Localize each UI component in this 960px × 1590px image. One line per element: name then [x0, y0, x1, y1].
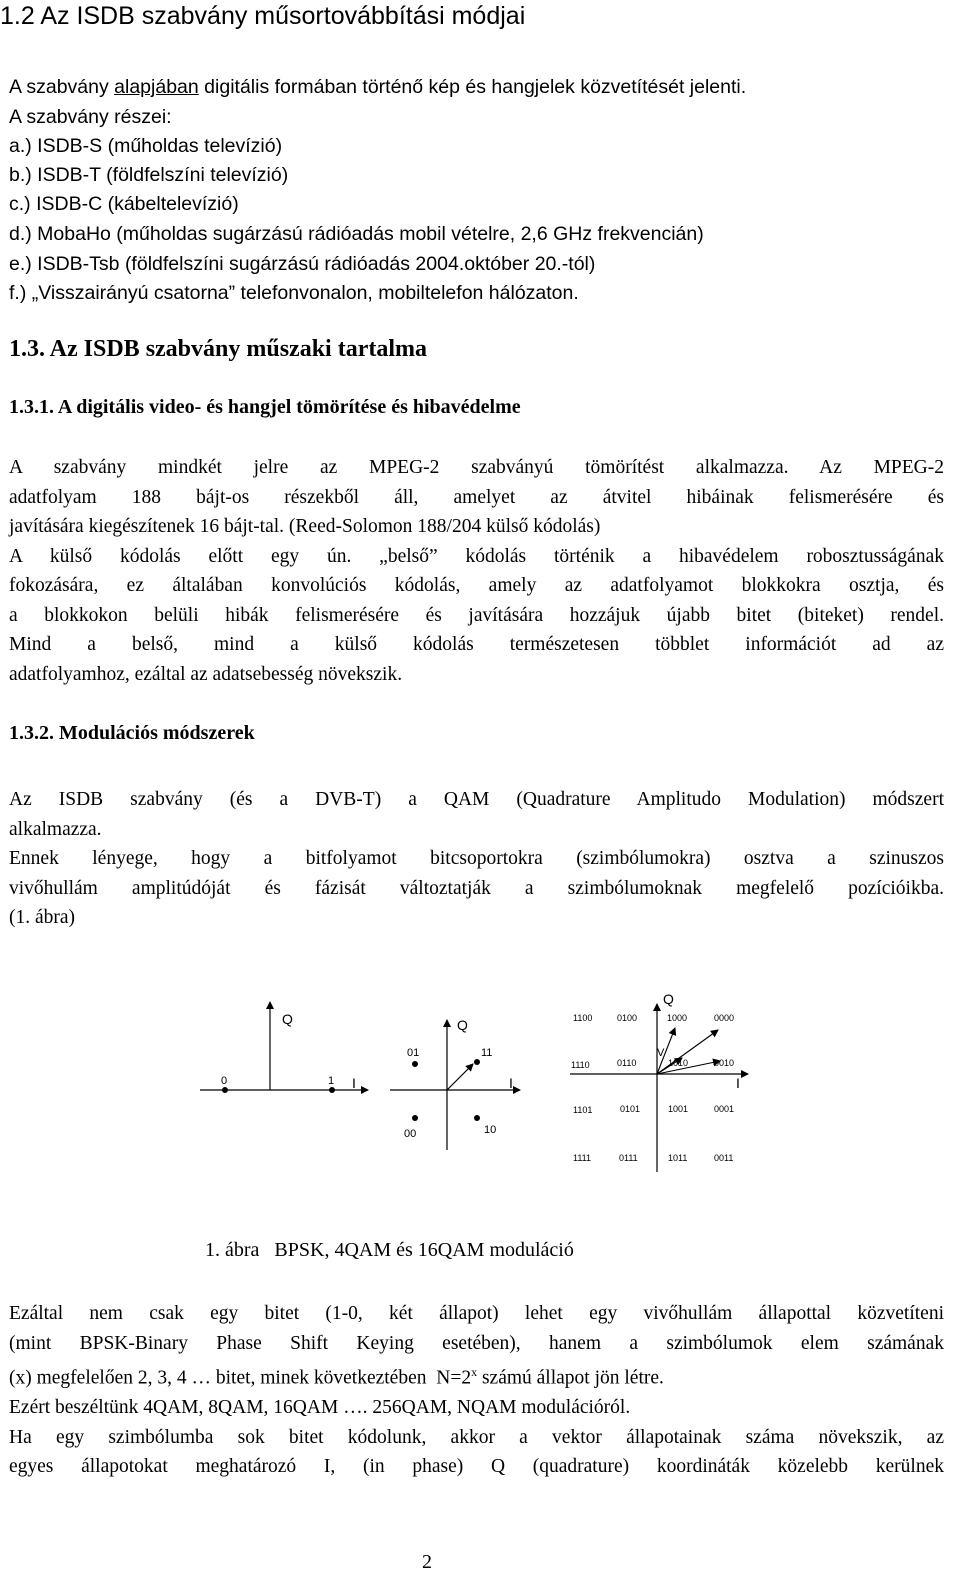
- point-label: 0001: [714, 1104, 735, 1114]
- constellation-point: [474, 1059, 480, 1065]
- qam4-diagram: [390, 1017, 520, 1150]
- point-label: 10: [484, 1124, 497, 1136]
- paragraph-line: Ha egy szimbólumba sok bitet kódolunk, akkor a vektor állapotainak száma növekszik, az: [9, 1426, 944, 1448]
- bpsk-diagram: [200, 1002, 368, 1093]
- i-axis-label: I: [509, 1075, 513, 1091]
- point-label: 0111: [619, 1153, 638, 1163]
- point-label: 0000: [714, 1013, 735, 1023]
- paragraph-line: Ezért beszéltünk 4QAM, 8QAM, 16QAM …. 256QAM, NQAM modulációról.: [9, 1397, 631, 1418]
- point-label: 1111: [573, 1153, 592, 1163]
- section-heading-1-3: 1.3. Az ISDB szabvány műszaki tartalma: [9, 336, 428, 362]
- compression-paragraph: [9, 453, 944, 689]
- paragraph-line: Ezáltal nem csak egy bitet (1-0, két állapot) lehet egy vivőhullám állapottal közvetíteni: [9, 1303, 944, 1324]
- constellation-point: [412, 1061, 418, 1067]
- page-number: 2: [422, 1551, 432, 1573]
- point-label: 1001: [668, 1104, 689, 1114]
- q-axis-label: Q: [457, 1017, 468, 1033]
- point-label: 1011: [668, 1153, 688, 1163]
- list-item: b.) ISDB-T (földfelszíni televízió): [9, 164, 289, 186]
- paragraph-line: fokozására, ez általában konvolúciós kódolás, amely az adatfolyamot blokkokra osztja, és: [9, 575, 944, 596]
- point-label: 1010: [668, 1058, 689, 1068]
- constellation-figure: [200, 990, 760, 1180]
- vector-arrow: [447, 1064, 473, 1090]
- point-label: 1000: [667, 1013, 688, 1023]
- point-label: 0010: [714, 1058, 735, 1068]
- list-item: c.) ISDB-C (kábeltelevízió): [9, 193, 239, 215]
- vector-label: V: [657, 1047, 665, 1059]
- qam16-diagram: [570, 991, 748, 1172]
- point-label: 0: [221, 1075, 228, 1087]
- constellation-point: [474, 1115, 480, 1121]
- paragraph-line: Mind a belső, mind a külső kódolás természetesen többlet információt ad az: [9, 634, 944, 655]
- q-axis-label: Q: [282, 1011, 293, 1027]
- q-axis-label: Q: [663, 991, 674, 1007]
- paragraph-line: javítására kiegészítenek 16 bájt-tal. (Reed-Solomon 188/204 külső kódolás): [9, 516, 601, 537]
- i-axis-label: I: [736, 1075, 740, 1091]
- list-item: a.) ISDB-S (műholdas televízió): [9, 135, 283, 157]
- point-label: 01: [407, 1047, 420, 1059]
- paragraph-line: alkalmazza.: [9, 818, 102, 840]
- constellation-point: [329, 1087, 335, 1093]
- section-heading-1-2: 1.2 Az ISDB szabvány műsortovábbítási módjai: [0, 2, 526, 30]
- underlined-word: alapjában: [114, 76, 199, 98]
- point-label: 1101: [573, 1105, 593, 1115]
- section-heading-1-3-2: 1.3.2. Modulációs módszerek: [9, 722, 255, 744]
- paragraph-line: A külső kódolás előtt egy ún. „belső” kódolás történik a hibavédelem robosztusságának: [9, 545, 944, 567]
- parts-label: A szabvány részei:: [9, 106, 172, 128]
- paragraph-line: a blokkokon belüli hibák felismerésére és javítására hozzájuk újabb bitet (biteket) rendel.: [9, 604, 944, 626]
- point-label: 00: [404, 1128, 417, 1140]
- point-label: 0101: [620, 1104, 641, 1114]
- paragraph-line: vivőhullám amplitúdóját és fázisát változtatják a szimbólumoknak megfelelő pozícióikba.: [9, 877, 944, 899]
- section-heading-1-3-1: 1.3.1. A digitális video- és hangjel tömörítése és hibavédelme: [9, 396, 521, 418]
- figure-caption: 1. ábra BPSK, 4QAM és 16QAM moduláció: [205, 1239, 574, 1261]
- paragraph-line: (x) megfelelően 2, 3, 4 … bitet, minek következtében $N=2^x$ számú állapot jön létre.: [9, 1365, 664, 1389]
- paragraph-line: (mint BPSK-Binary Phase Shift Keying esetében), hanem a szimbólumok elem számának: [9, 1332, 944, 1354]
- paragraph-line: A szabvány mindkét jelre az MPEG-2 szabványú tömörítést alkalmazza. Az MPEG-2: [9, 457, 944, 478]
- point-label: 0110: [617, 1058, 637, 1068]
- point-label: 0011: [714, 1153, 734, 1163]
- paragraph-line: adatfolyam 188 bájt-os részekből áll, amelyet az átvitel hibáinak felismerésére és: [9, 486, 944, 508]
- intro-paragraph: A szabvány alapjában digitális formában történő kép és hangjelek közvetítését jelenti.: [9, 76, 747, 98]
- point-label: 0100: [617, 1013, 638, 1023]
- point-label: 1100: [573, 1013, 593, 1023]
- point-label: 11: [481, 1047, 493, 1059]
- paragraph-line: adatfolyamhoz, ezáltal az adatsebesség növekszik.: [9, 663, 403, 685]
- paragraph-line: Az ISDB szabvány (és a DVB-T) a QAM (Quadrature Amplitudo Modulation) módszert: [9, 789, 944, 810]
- modulation-paragraph: [9, 785, 944, 933]
- list-item: e.) ISDB-Tsb (földfelszíni sugárzású rádióadás 2004.október 20.-tól): [9, 253, 596, 275]
- paragraph-line: Ennek lényege, hogy a bitfolyamot bitcsoportokra (szimbólumokra) osztva a szinuszos: [9, 848, 944, 869]
- point-label: 1: [328, 1075, 335, 1087]
- i-axis-label: I: [352, 1075, 356, 1091]
- list-item: f.) „Visszairányú csatorna” telefonvonalon, mobiltelefon hálózaton.: [9, 282, 579, 304]
- point-label: 1110: [571, 1060, 590, 1070]
- constellation-point: [222, 1087, 228, 1093]
- paragraph-line: egyes állapotokat meghatározó I, (in phase) Q (quadrature) koordináták közelebb kerülnek: [9, 1456, 944, 1477]
- closing-paragraph: [9, 1299, 944, 1482]
- constellation-point: [412, 1115, 418, 1121]
- list-item: d.) MobaHo (műholdas sugárzású rádióadás mobil vételre, 2,6 GHz frekvencián): [9, 223, 704, 245]
- paragraph-line: (1. ábra): [9, 907, 76, 928]
